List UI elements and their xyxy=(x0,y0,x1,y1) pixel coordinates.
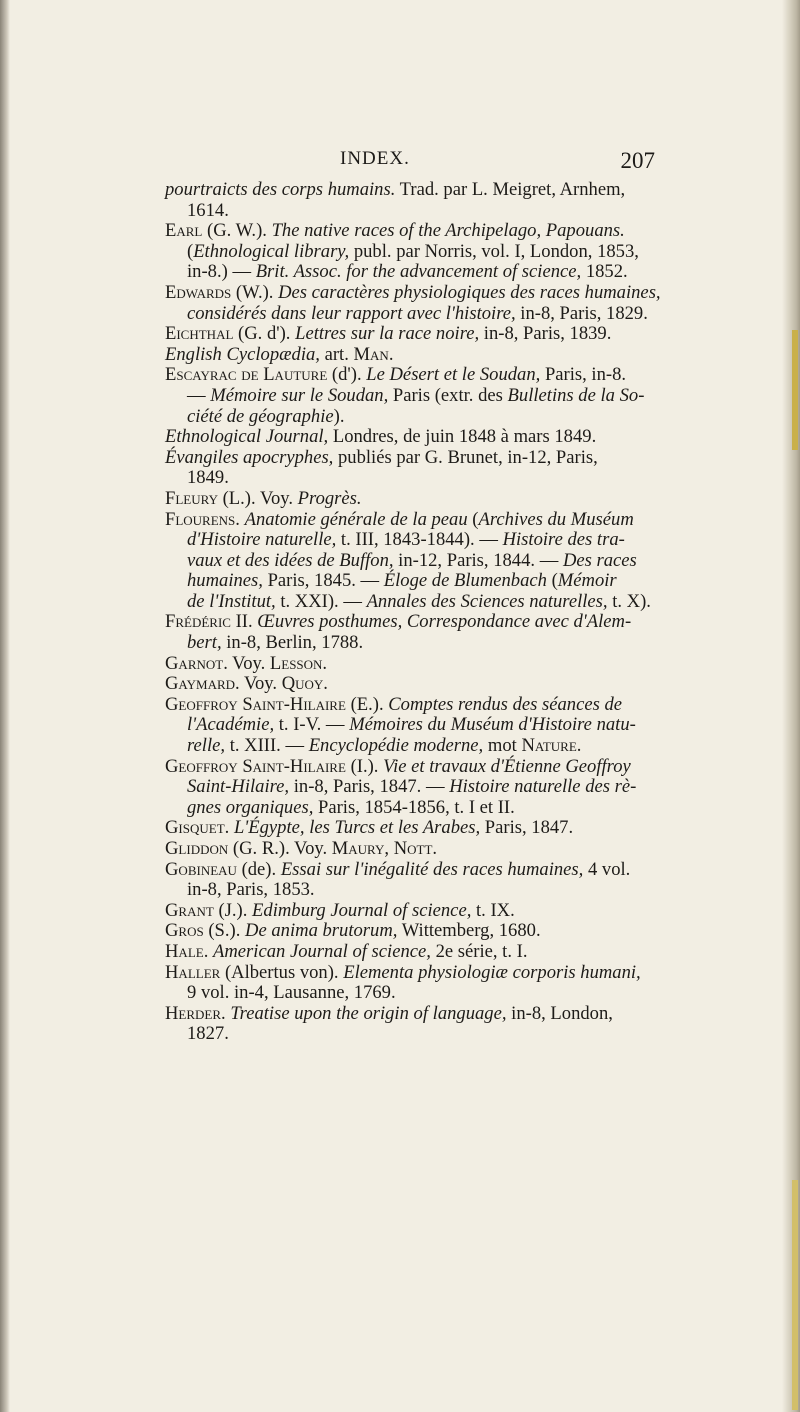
italic-title: Saint-Hilaire, xyxy=(187,776,290,798)
index-entry-line xyxy=(165,901,665,922)
author-name: Lesson. xyxy=(269,652,328,674)
author-name: Maury, Nott. xyxy=(331,838,438,859)
italic-title: Des caractères physiologiques des races humaines, xyxy=(278,281,661,303)
author-name: Edwards xyxy=(165,281,232,303)
author-name: Gliddon xyxy=(165,838,229,859)
italic-title: Comptes rendus des séances de xyxy=(388,693,623,715)
index-entry-continuation xyxy=(165,262,665,283)
entry-text: Paris, 1854-1856, t. I et II. xyxy=(313,796,515,818)
entry-text: publ. par Norris, vol. I, London, 1853, xyxy=(349,240,639,262)
italic-title: Évangiles apocryphes, xyxy=(165,446,334,468)
entry-text: 2e série, t. I. xyxy=(430,940,528,962)
entry-text: in-8, Paris, 1839. xyxy=(479,323,612,345)
index-entry-line xyxy=(165,921,665,942)
author-name: Quoy. xyxy=(281,673,328,695)
index-entry-continuation xyxy=(165,777,665,798)
index-entry-line xyxy=(165,448,665,469)
italic-title: Mémoire sur le Soudan, xyxy=(210,384,389,406)
index-entries xyxy=(165,180,665,1045)
author-name: Haller xyxy=(165,961,221,983)
index-entry-line xyxy=(165,674,665,695)
index-entry-line xyxy=(165,345,665,366)
author-name: Gros xyxy=(165,920,204,942)
index-entry-continuation xyxy=(165,551,665,572)
italic-title: Ethnological library, xyxy=(193,240,350,262)
italic-title: The native races of the Archipelago, Papouans. xyxy=(271,220,625,242)
index-entry-line xyxy=(165,818,665,839)
italic-title: Treatise upon the origin of language, xyxy=(230,1002,507,1024)
italic-title: Mémoir xyxy=(557,570,617,592)
index-entry-continuation xyxy=(165,201,665,222)
italic-title: gnes organiques, xyxy=(187,796,314,818)
italic-title: Histoire naturelle des rè- xyxy=(449,776,637,798)
index-entry-line xyxy=(165,942,665,963)
index-entry-line xyxy=(165,860,665,881)
index-entry-line xyxy=(165,839,665,860)
entry-text: t. X). xyxy=(607,590,651,612)
index-entry-line xyxy=(165,510,665,531)
entry-text: Paris, in-8. xyxy=(540,364,627,386)
italic-title: De anima brutorum, xyxy=(245,920,398,942)
index-entry-line xyxy=(165,365,665,386)
italic-title: pourtraicts des corps humains. xyxy=(165,179,396,200)
italic-title: L'Égypte, les Turcs et les Arabes, xyxy=(233,817,481,839)
author-name: Flourens. xyxy=(165,508,240,530)
entry-text: in-8, Paris, 1853. xyxy=(187,879,315,901)
italic-title: humaines, xyxy=(187,570,263,592)
index-entry-line xyxy=(165,612,665,633)
entry-text: 1614. xyxy=(187,199,229,221)
index-entry-continuation xyxy=(165,386,665,407)
author-name: Hale. xyxy=(165,940,209,962)
entry-text: (Albertus von). xyxy=(220,961,344,983)
entry-text: II. xyxy=(230,611,258,633)
index-entry-continuation xyxy=(165,983,665,1004)
entry-text: 4 vol. xyxy=(583,858,631,880)
index-entry-line xyxy=(165,654,665,675)
index-entry-line xyxy=(165,221,665,242)
entry-text: in-8, Berlin, 1788. xyxy=(221,632,364,654)
author-name: Frédéric xyxy=(165,611,231,633)
entry-text: t. XXI). — xyxy=(275,590,367,612)
entry-text: t. XIII. — xyxy=(225,735,309,757)
author-name: Fleury xyxy=(165,487,218,509)
entry-text: t. IX. xyxy=(471,899,515,921)
italic-title: Des races xyxy=(562,549,637,571)
author-name: Gaymard. xyxy=(165,673,240,695)
index-entry-continuation xyxy=(165,530,665,551)
index-entry-line xyxy=(165,489,665,510)
italic-title: Progrès. xyxy=(297,487,362,509)
italic-title: Mémoires du Muséum d'Histoire natu- xyxy=(349,714,636,736)
index-entry-continuation xyxy=(165,1024,665,1045)
author-name: Earl xyxy=(165,220,203,242)
entry-text: in-8, Paris, 1847. — xyxy=(289,776,450,798)
entry-text: in-8.) — xyxy=(187,261,256,283)
entry-text: (S.). xyxy=(203,920,246,942)
italic-title: Essai sur l'inégalité des races humaines, xyxy=(280,858,584,880)
italic-title: Bulletins de la So- xyxy=(507,384,645,406)
author-name: Geoffroy Saint-Hilaire xyxy=(165,693,346,715)
author-name: Eichthal xyxy=(165,323,234,345)
entry-text: ( xyxy=(467,508,479,530)
italic-title: English Cyclopædia, xyxy=(165,343,320,365)
index-entry-continuation xyxy=(165,798,665,819)
index-entry-continuation xyxy=(165,715,665,736)
entry-text: ). xyxy=(333,405,345,427)
entry-text: in-8, London, xyxy=(506,1002,613,1024)
entry-text: (J.). xyxy=(213,899,253,921)
author-name: Gisquet. xyxy=(165,817,230,839)
index-entry-line xyxy=(165,757,665,778)
entry-text: — xyxy=(187,384,211,406)
entry-text: Londres, de juin 1848 à mars 1849. xyxy=(328,426,597,448)
author-name: Gobineau xyxy=(165,858,237,880)
index-entry-continuation xyxy=(165,304,665,325)
italic-title: Vie et travaux d'Étienne Geoffroy xyxy=(383,755,631,777)
italic-title: Ethnological Journal, xyxy=(165,426,329,448)
author-name: Man. xyxy=(353,343,394,365)
italic-title: d'Histoire naturelle, xyxy=(187,529,337,551)
author-name: Geoffroy Saint-Hilaire xyxy=(165,755,346,777)
entry-text: (de). xyxy=(236,858,281,880)
index-entry-continuation xyxy=(165,242,665,263)
author-name: Grant xyxy=(165,899,214,921)
entry-text: t. III, 1843-1844). — xyxy=(336,529,503,551)
italic-title: Œuvres posthumes, Correspondance avec d'Alem- xyxy=(257,611,632,633)
entry-text: ( xyxy=(187,240,194,262)
entry-text: (G. W.). xyxy=(202,220,272,242)
italic-title: Le Désert et le Soudan, xyxy=(366,364,541,386)
page-number: 207 xyxy=(620,148,655,173)
index-entry-line xyxy=(165,180,665,201)
index-entry-line xyxy=(165,427,665,448)
entry-text: (L.). Voy. xyxy=(217,487,298,509)
entry-text: (W.). xyxy=(231,281,279,303)
entry-text: 9 vol. in-4, Lausanne, 1769. xyxy=(187,982,396,1004)
entry-text: art. xyxy=(319,343,354,365)
index-entry-line xyxy=(165,1004,665,1025)
index-entry-continuation xyxy=(165,880,665,901)
author-name: Escayrac de Lauture xyxy=(165,364,328,386)
italic-title: Anatomie générale de la peau xyxy=(244,508,468,530)
entry-text: Paris, 1845. — xyxy=(262,570,384,592)
entry-text: 1827. xyxy=(187,1023,229,1045)
entry-text: 1849. xyxy=(187,467,229,489)
index-entry-line xyxy=(165,283,665,304)
entry-text: Voy. xyxy=(239,673,282,695)
italic-title: considérés dans leur rapport avec l'histoire, xyxy=(187,302,516,324)
italic-title: Lettres sur la race noire, xyxy=(295,323,480,345)
author-name: Garnot. xyxy=(165,652,228,674)
entry-text: in-12, Paris, 1844. — xyxy=(393,549,563,571)
italic-title: vaux et des idées de Buffon, xyxy=(187,549,394,571)
entry-text: Wittemberg, 1680. xyxy=(397,920,541,942)
italic-title: Encyclopédie moderne, xyxy=(308,735,484,757)
entry-text: (G. d'). xyxy=(233,323,296,345)
entry-text: t. I-V. — xyxy=(274,714,350,736)
italic-title: Histoire des tra- xyxy=(502,529,625,551)
page-edge-stain xyxy=(792,330,798,450)
italic-title: Annales des Sciences naturelles, xyxy=(366,590,608,612)
entry-text: publiés par G. Brunet, in-12, Paris, xyxy=(333,446,598,468)
running-head: INDEX. xyxy=(340,148,410,169)
index-entry-continuation xyxy=(165,468,665,489)
index-entry-continuation xyxy=(165,571,665,592)
italic-title: Archives du Muséum xyxy=(478,508,634,530)
page-header xyxy=(165,148,655,172)
page-left-edge xyxy=(0,0,10,1412)
index-entry-line xyxy=(165,963,665,984)
index-entry-continuation xyxy=(165,407,665,428)
author-name: Nature. xyxy=(521,735,582,757)
index-entry-line xyxy=(165,695,665,716)
italic-title: Elementa physiologiæ corporis humani, xyxy=(343,961,641,983)
italic-title: Edimburg Journal of science, xyxy=(252,899,472,921)
index-entry-continuation xyxy=(165,736,665,757)
entry-text: (d'). xyxy=(327,364,367,386)
italic-title: American Journal of science, xyxy=(213,940,431,962)
italic-title: ciété de géographie xyxy=(187,405,334,427)
italic-title: Éloge de Blumenbach xyxy=(383,570,547,592)
page-edge-stain xyxy=(792,1180,798,1410)
entry-text: 1852. xyxy=(581,261,628,283)
entry-text: mot xyxy=(483,735,522,757)
italic-title: de l'Institut, xyxy=(187,590,276,612)
italic-title: bert, xyxy=(187,632,222,654)
entry-text: Paris (extr. des xyxy=(388,384,508,406)
index-entry-continuation xyxy=(165,633,665,654)
entry-text: in-8, Paris, 1829. xyxy=(515,302,648,324)
entry-text: (E.). xyxy=(345,693,389,715)
entry-text: Trad. par L. Meigret, Arnhem, xyxy=(395,179,626,200)
entry-text: ( xyxy=(546,570,558,592)
entry-text: (I.). xyxy=(345,755,384,777)
author-name: Herder. xyxy=(165,1002,226,1024)
entry-text: Voy. xyxy=(227,652,270,674)
page-right-edge xyxy=(782,0,800,1412)
entry-text: Paris, 1847. xyxy=(480,817,574,839)
italic-title: relle, xyxy=(187,735,226,757)
index-entry-line xyxy=(165,324,665,345)
italic-title: l'Académie, xyxy=(187,714,275,736)
entry-text: (G. R.). Voy. xyxy=(228,838,332,859)
italic-title: Brit. Assoc. for the advancement of science, xyxy=(255,261,582,283)
index-entry-continuation xyxy=(165,592,665,613)
